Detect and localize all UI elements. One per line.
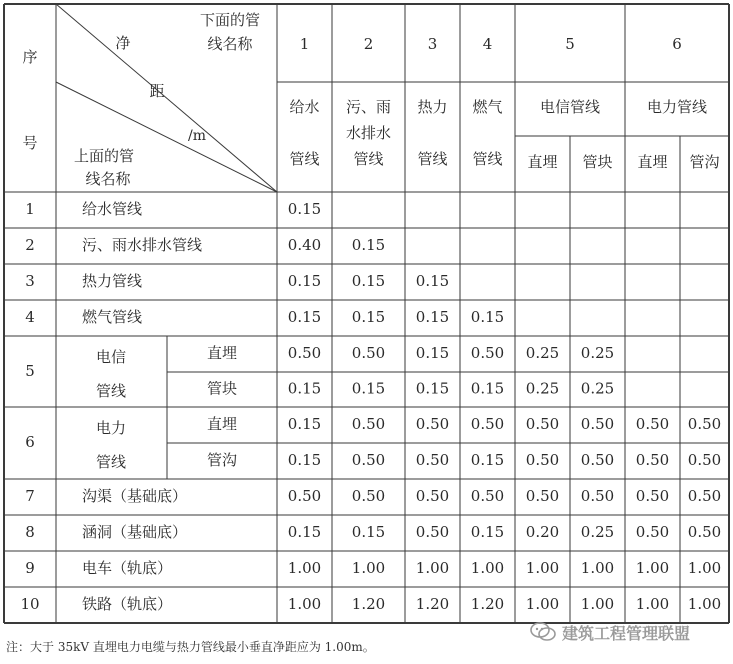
chat-bubbles-icon — [530, 621, 556, 643]
row-seq-3: 3 — [25, 272, 35, 290]
cell-r12-c1: 1.00 — [287, 595, 322, 613]
table-footnote: 注：大于 35kV 直埋电力电缆与热力管线最小垂直净距应为 1.00m。 — [6, 640, 375, 654]
cell-r9-c8: 0.50 — [687, 487, 722, 505]
col-name-1-line1: 给水 — [289, 98, 320, 116]
cell-r7-c7: 0.50 — [635, 415, 670, 433]
row-name-5-line2: 管线 — [95, 382, 127, 400]
col-name-3-line1: 热力 — [417, 98, 448, 116]
group-6-label: 电力管线 — [646, 98, 708, 116]
cell-r7-c6: 0.50 — [580, 415, 615, 433]
cell-r7-c5: 0.50 — [525, 415, 560, 433]
cell-r11-c3: 1.00 — [415, 559, 450, 577]
cell-r10-c3: 0.50 — [415, 523, 450, 541]
cell-r3-c2: 0.15 — [351, 272, 386, 290]
cell-r9-c6: 0.50 — [580, 487, 615, 505]
cell-r6-c6: 0.25 — [580, 379, 615, 398]
col-name-3-line2: 管线 — [417, 150, 448, 168]
cell-r8-c6: 0.50 — [580, 451, 615, 469]
cell-r10-c5: 0.20 — [525, 523, 560, 541]
cell-r8-c7: 0.50 — [635, 451, 670, 469]
cell-r5-c3: 0.15 — [415, 344, 450, 362]
diag-upper-names-line2: 线名称 — [85, 170, 131, 188]
cell-r6-c4: 0.15 — [470, 379, 505, 398]
cell-r8-c1: 0.15 — [287, 451, 322, 469]
row-name-9: 电车（轨底） — [82, 559, 173, 577]
cell-r9-c1: 0.50 — [287, 487, 322, 505]
col-number-6: 6 — [672, 35, 682, 53]
col-name-2-line1: 污、雨 — [345, 98, 392, 116]
diag-unit: /m — [188, 128, 206, 144]
cell-r12-c2: 1.20 — [351, 595, 386, 613]
cell-r11-c2: 1.00 — [351, 559, 386, 577]
cell-r11-c4: 1.00 — [470, 559, 505, 577]
row-seq-6: 6 — [25, 433, 35, 451]
col-number-3: 3 — [427, 35, 438, 53]
cell-r7-c2: 0.50 — [351, 415, 386, 433]
row-sub-7: 直埋 — [206, 415, 238, 433]
cell-r12-c3: 1.20 — [415, 595, 450, 613]
cell-r12-c5: 1.00 — [525, 595, 560, 613]
cell-r7-c3: 0.50 — [415, 415, 450, 433]
cell-r8-c8: 0.50 — [687, 451, 722, 469]
cell-r12-c8: 1.00 — [687, 595, 722, 613]
cell-r10-c8: 0.50 — [687, 523, 722, 541]
cell-r11-c7: 1.00 — [635, 559, 670, 577]
cell-r5-c5: 0.25 — [525, 344, 560, 362]
cell-r12-c6: 1.00 — [580, 595, 615, 613]
cell-r4-c3: 0.15 — [415, 308, 450, 326]
cell-r9-c2: 0.50 — [351, 487, 386, 505]
cell-r5-c4: 0.50 — [470, 344, 505, 362]
col-name-4-line1: 燃气 — [472, 98, 503, 116]
col-number-5: 5 — [565, 35, 575, 53]
cell-r5-c2: 0.50 — [351, 344, 386, 362]
col-number-4: 4 — [482, 35, 493, 53]
cell-r11-c1: 1.00 — [287, 559, 322, 577]
cell-r6-c5: 0.25 — [525, 379, 560, 398]
row-name-2: 污、雨水排水管线 — [82, 236, 203, 254]
col-number-1: 1 — [299, 35, 310, 53]
cell-r10-c4: 0.15 — [470, 523, 505, 541]
cell-r9-c4: 0.50 — [470, 487, 505, 505]
cell-r10-c2: 0.15 — [351, 523, 386, 541]
col-number-2: 2 — [363, 35, 374, 53]
row-seq-2: 2 — [25, 236, 35, 254]
cell-r10-c1: 0.15 — [287, 523, 322, 541]
diag-lower-names-line1: 下面的管 — [199, 11, 261, 29]
sub-col-3: 直埋 — [637, 153, 668, 171]
cell-r12-c7: 1.00 — [635, 595, 670, 613]
cell-r11-c6: 1.00 — [580, 559, 615, 577]
cell-r9-c5: 0.50 — [525, 487, 560, 505]
row-name-8: 涵洞（基础底） — [82, 523, 188, 541]
seq-label-bottom: 号 — [22, 134, 38, 152]
cell-r5-c6: 0.25 — [580, 344, 615, 362]
diag-lower-names-line2: 线名称 — [207, 35, 253, 53]
row-seq-1: 1 — [25, 200, 35, 218]
sub-col-1: 直埋 — [527, 153, 558, 171]
row-name-4: 燃气管线 — [82, 308, 143, 326]
cell-r2-c2: 0.15 — [351, 236, 386, 254]
cell-r9-c3: 0.50 — [415, 487, 450, 505]
cell-r4-c4: 0.15 — [470, 308, 505, 326]
group-5-label: 电信管线 — [539, 98, 601, 116]
cell-r1-c1: 0.15 — [287, 200, 322, 218]
cell-r7-c8: 0.50 — [687, 415, 722, 433]
row-seq-4: 4 — [25, 308, 35, 326]
watermark-text: 建筑工程管理联盟 — [562, 623, 691, 643]
row-name-6-line1: 电力 — [95, 419, 127, 437]
col-name-4-line2: 管线 — [472, 150, 503, 168]
diag-jing: 净 — [115, 34, 131, 52]
seq-label-top: 序 — [22, 48, 38, 66]
cell-r11-c8: 1.00 — [687, 559, 722, 577]
cell-r9-c7: 0.50 — [635, 487, 670, 505]
sub-col-4: 管沟 — [689, 153, 720, 171]
cell-r8-c2: 0.50 — [351, 451, 386, 469]
row-seq-9: 9 — [25, 559, 35, 577]
col-name-1-line2: 管线 — [289, 150, 320, 168]
cell-r8-c4: 0.15 — [470, 451, 505, 469]
row-seq-8: 8 — [25, 523, 35, 541]
cell-r7-c4: 0.50 — [470, 415, 505, 433]
row-name-10: 铁路（轨底） — [82, 595, 173, 613]
row-sub-8: 管沟 — [206, 451, 238, 469]
watermark — [530, 617, 730, 647]
cell-r7-c1: 0.15 — [287, 415, 322, 433]
cell-r6-c3: 0.15 — [415, 379, 450, 398]
row-sub-6: 管块 — [206, 379, 238, 398]
row-name-1: 给水管线 — [82, 200, 143, 218]
cell-r6-c1: 0.15 — [287, 379, 322, 398]
cell-r4-c1: 0.15 — [287, 308, 322, 326]
row-name-6-line2: 管线 — [95, 453, 127, 471]
col-name-2-line3: 管线 — [353, 150, 384, 168]
cell-r10-c6: 0.25 — [580, 523, 615, 541]
diag-upper-names-line1: 上面的管 — [73, 147, 135, 165]
cell-r11-c5: 1.00 — [525, 559, 560, 577]
row-seq-5: 5 — [25, 362, 35, 380]
row-name-3: 热力管线 — [82, 272, 143, 290]
cell-r10-c7: 0.50 — [635, 523, 670, 541]
cell-r6-c2: 0.15 — [351, 379, 386, 398]
cell-r3-c1: 0.15 — [287, 272, 322, 290]
cell-r3-c3: 0.15 — [415, 272, 450, 290]
row-seq-7: 7 — [25, 487, 35, 505]
row-sub-5: 直埋 — [206, 344, 238, 362]
cell-r4-c2: 0.15 — [351, 308, 386, 326]
cell-r5-c1: 0.50 — [287, 344, 322, 362]
cell-r8-c3: 0.50 — [415, 451, 450, 469]
diag-ju: 距 — [149, 82, 165, 100]
row-name-7: 沟渠（基础底） — [82, 487, 188, 505]
col-name-2-line2: 水排水 — [345, 124, 392, 142]
row-name-5-line1: 电信 — [95, 348, 127, 366]
sub-col-2: 管块 — [582, 153, 613, 171]
cell-r2-c1: 0.40 — [287, 236, 322, 254]
row-seq-10: 10 — [20, 595, 40, 613]
cell-r8-c5: 0.50 — [525, 451, 560, 469]
cell-r12-c4: 1.20 — [470, 595, 505, 613]
